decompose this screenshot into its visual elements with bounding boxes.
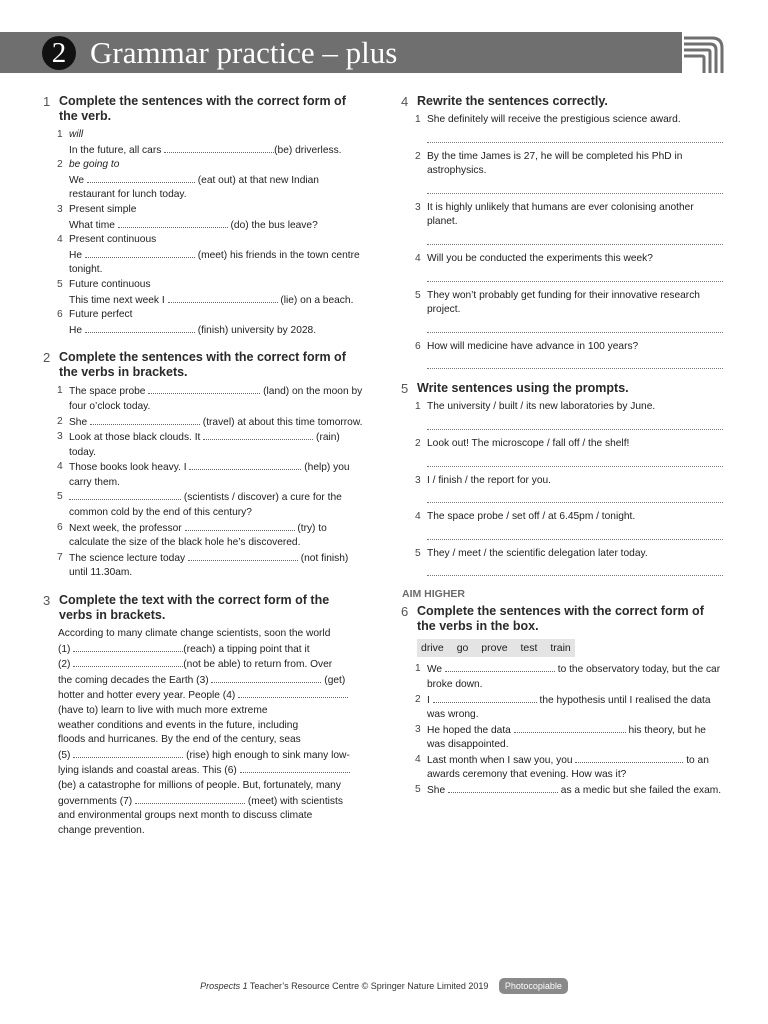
answer-blank[interactable] [164,143,274,153]
list-item: 4 Will you be conducted the experiments this week? [415,252,653,264]
list-item: 6 Future perfect [57,309,133,321]
list-item: 1 The university / built / its new laboratories by June. [415,401,656,413]
list-item: 5 (scientists / discover) a cure for the common cold by the end of this century? [57,491,342,519]
list-item: 4 Those books look heavy. I (help) you carry them. [57,461,350,488]
answer-blank[interactable] [445,662,555,672]
answer-blank[interactable] [118,218,228,228]
answer-blank[interactable] [135,794,245,804]
list-item: He (finish) university by 2028. [69,324,317,336]
answer-blank[interactable] [73,657,183,667]
exercise-3 [43,593,363,838]
list-item: 3 Look at those black clouds. It (rain) today. [57,431,340,458]
answer-blank[interactable] [185,521,295,531]
answer-line[interactable] [427,415,723,430]
list-item: He (meet) his friends in the town centre tonight. [69,249,360,276]
list-item: 7 The science lecture today (not finish) until 11.30am. [57,551,349,579]
list-item: In the future, all cars (be) driverless. [69,144,342,156]
list-item: 3 Present simple [57,203,137,215]
list-item: We (eat out) at that new Indian restaurant for lunch today. [69,174,319,201]
answer-line[interactable] [427,267,723,282]
right-column [401,94,723,811]
exercise-1 [43,94,363,338]
unit-number-badge: 2 [42,36,76,70]
list-item: 4 The space probe / set off / at 6.45pm / tonight. [415,511,636,523]
list-item: 4 Present continuous [57,234,157,246]
list-item: 3 I / finish / the report for you. [415,474,552,486]
list-item: 6 How will medicine have advance in 100 years? [415,340,639,352]
list-item: 1 She definitely will receive the prestigious science award. [415,114,681,125]
exercise-2 [43,350,363,581]
list-item: 2 She (travel) at about this time tomorrow. [57,415,363,428]
list-item: 3 It is highly unlikely that humans are ever colonising another planet. [415,201,694,228]
logo-box [682,32,768,73]
answer-blank[interactable] [433,693,537,703]
answer-blank[interactable] [575,753,683,763]
footer: Prospects 1 Teacher’s Resource Centre © Springer Nature Limited 2019 Photocopiable [0,978,768,994]
exercise-5-heading: 5 Write sentences using the prompts. [401,381,629,397]
list-item: 1 The space probe (land) on the moon by four o’clock today. [57,385,363,412]
answer-blank[interactable] [189,460,301,470]
left-column [43,94,363,850]
list-item: 5 They / meet / the scientific delegation later today. [415,547,648,559]
list-item: 5 She as a medic but she failed the exam. [415,784,722,797]
list-item: 2 By the time James is 27, he will be completed his PhD in astrophysics. [415,150,683,177]
list-item: 4 Last month when I saw you, you to an awards ceremony that evening. How was it? [415,753,709,781]
answer-blank[interactable] [211,673,321,683]
list-item: 6 Next week, the professor (try) to calculate the size of the black hole he’s discovered. [57,521,327,549]
list-item: 2 be going to [57,159,120,171]
exercise-4 [401,94,723,369]
list-item: 5 Future continuous [57,278,151,290]
exercise-4-heading: 4 Rewrite the sentences correctly. [401,94,608,109]
answer-blank[interactable] [514,723,626,733]
answer-line[interactable] [427,179,723,194]
answer-blank[interactable] [238,688,348,698]
aim-higher-label: AIM HIGHER [402,588,465,601]
answer-line[interactable] [427,525,723,540]
exercise-3-heading: 3 Complete the text with the correct form of the verbs in brackets. [43,593,330,623]
answer-line[interactable] [427,561,723,576]
answer-blank[interactable] [69,490,181,500]
photocopiable-badge: Photocopiable [499,978,568,994]
answer-blank[interactable] [203,430,313,440]
answer-line[interactable] [427,128,723,143]
answer-blank[interactable] [73,642,183,652]
exercise-2-heading: 2 Complete the sentences with the correct form of the verbs in brackets. [43,350,346,380]
exercise-6-heading: 6 Complete the sentences with the correct form of the verbs in the box. [401,604,704,634]
word-box: drive go prove test train [417,639,575,657]
list-item: 3 He hoped the data his theory, but he was disappointed. [415,723,706,751]
answer-blank[interactable] [90,415,200,425]
answer-blank[interactable] [148,384,260,394]
answer-line[interactable] [427,452,723,467]
list-item: 1 We to the observatory today, but the car broke down. [415,663,721,690]
cloze-text: According to many climate change scientists, soon the world (1) (reach) a tipping point that it (2) (not be able) to return from. Over the coming decades the Earth (3) (get) hotter and hotter every year. People (4) (have to) learn to live with much more extreme weather conditions and events in the future, including floods and hurricanes. By the end of the century, seas (5) (rise) high enough to sink many low- lying islands and coastal areas. This (6) (be) a catastrophe for millions of people. But, fortunately, many governments (7) (meet) with scientists and environmental groups next month to discuss climate change prevention. [58,628,350,836]
exercise-5 [401,381,723,576]
exercise-1-heading: 1 Complete the sentences with the correct form of the verb. [43,94,346,123]
list-item: 5 They won’t probably get funding for their innovative research project. [415,289,700,316]
answer-blank[interactable] [448,783,558,793]
answer-line[interactable] [427,488,723,503]
answer-blank[interactable] [188,551,298,561]
answer-blank[interactable] [85,323,195,333]
answer-blank[interactable] [87,173,195,183]
answer-blank[interactable] [85,248,195,258]
answer-line[interactable] [427,318,723,333]
answer-line[interactable] [427,354,723,369]
list-item: 2 Look out! The microscope / fall off / the shelf! [415,437,630,449]
answer-blank[interactable] [168,293,278,303]
list-item: 1 will [57,129,84,140]
answer-blank[interactable] [240,763,350,773]
exercise-6 [401,588,723,798]
list-item: This time next week I (lie) on a beach. [69,294,354,306]
answer-blank[interactable] [73,748,183,758]
list-item: What time (do) the bus leave? [69,219,318,231]
brand-stripes-icon [682,32,768,73]
answer-line[interactable] [427,230,723,245]
list-item: 2 I the hypothesis until I realised the data was wrong. [415,693,711,721]
page-title: Grammar practice – plus [90,35,398,70]
